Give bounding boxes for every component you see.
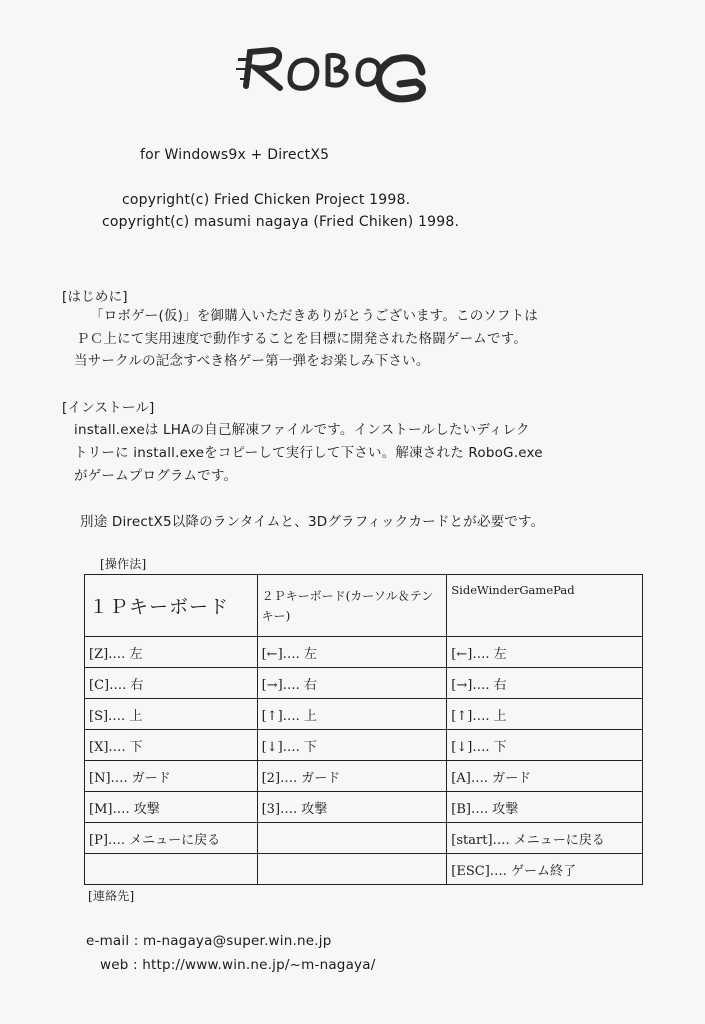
platform-line: for Windows9x + DirectX5 <box>140 147 330 163</box>
table-row <box>85 668 643 699</box>
table-row <box>85 854 643 885</box>
table-cell: [start]…. メニューに戻る <box>447 823 643 854</box>
table-cell <box>257 854 447 885</box>
intro-line-1: 「ロボゲー(仮)」を御購入いただきありがとうございます。このソフトは <box>90 308 538 324</box>
table-row <box>85 792 643 823</box>
table-cell <box>85 854 258 885</box>
table-cell: [→]…. 右 <box>257 668 447 699</box>
install-requirement: 別途 DirectX5以降のランタイムと、3Dグラフィックカードとが必要です。 <box>80 514 545 530</box>
table-header-row <box>85 575 643 637</box>
table-cell: [↓]…. 下 <box>257 730 447 761</box>
table-cell: [B]…. 攻撃 <box>447 792 643 823</box>
controls-heading: [操作法] <box>100 557 147 571</box>
table-row <box>85 823 643 854</box>
table-cell: [3]…. 攻撃 <box>257 792 447 823</box>
table-cell: [ESC]…. ゲーム終了 <box>447 854 643 885</box>
table-cell: [Z]…. 左 <box>85 637 258 668</box>
table-cell: [←]…. 左 <box>257 637 447 668</box>
contact-web: web : http://www.win.ne.jp/~m-nagaya/ <box>100 957 376 973</box>
table-cell: [↑]…. 上 <box>257 699 447 730</box>
robog-logo <box>232 38 432 113</box>
column-header-2p-keyboard: ２Ｐキーボード(カーソル＆テンキー) <box>257 575 447 637</box>
table-cell: [C]…. 右 <box>85 668 258 699</box>
controls-table <box>84 574 643 885</box>
table-cell: [X]…. 下 <box>85 730 258 761</box>
table-cell <box>257 823 447 854</box>
table-row <box>85 637 643 668</box>
install-line-2: トリーに install.exeをコピーして実行して下さい。解凍された RoboG.exe <box>74 445 543 461</box>
copyright-line-1: copyright(c) Fried Chicken Project 1998. <box>122 192 411 208</box>
contact-email: e-mail : m-nagaya@super.win.ne.jp <box>86 933 332 949</box>
install-line-3: がゲームプログラムです。 <box>74 468 238 484</box>
intro-heading: [はじめに] <box>62 289 128 305</box>
install-line-1: install.exeは LHAの自己解凍ファイルです。インストールしたいディレク <box>74 422 530 438</box>
contact-heading: [連絡先] <box>88 889 135 903</box>
install-heading: [インストール] <box>62 400 155 416</box>
table-cell: [→]…. 右 <box>447 668 643 699</box>
intro-line-2: ＰＣ上にて実用速度で動作することを目標に開発された格闘ゲームです。 <box>76 331 528 347</box>
intro-line-3: 当サークルの記念すべき格ゲー第一弾をお楽しみ下さい。 <box>74 353 430 369</box>
copyright-line-2: copyright(c) masumi nagaya (Fried Chiken) 1998. <box>102 214 460 230</box>
column-header-1p-keyboard: １Ｐキーボード <box>85 575 258 637</box>
table-cell: [P]…. メニューに戻る <box>85 823 258 854</box>
table-cell: [↓]…. 下 <box>447 730 643 761</box>
table-row <box>85 730 643 761</box>
table-row <box>85 699 643 730</box>
table-cell: [S]…. 上 <box>85 699 258 730</box>
table-cell: [↑]…. 上 <box>447 699 643 730</box>
table-cell: [A]…. ガード <box>447 761 643 792</box>
table-cell: [2]…. ガード <box>257 761 447 792</box>
table-row <box>85 761 643 792</box>
table-cell: [N]…. ガード <box>85 761 258 792</box>
table-cell: [←]…. 左 <box>447 637 643 668</box>
table-cell: [M]…. 攻撃 <box>85 792 258 823</box>
column-header-gamepad: SideWinderGamePad <box>447 575 643 637</box>
